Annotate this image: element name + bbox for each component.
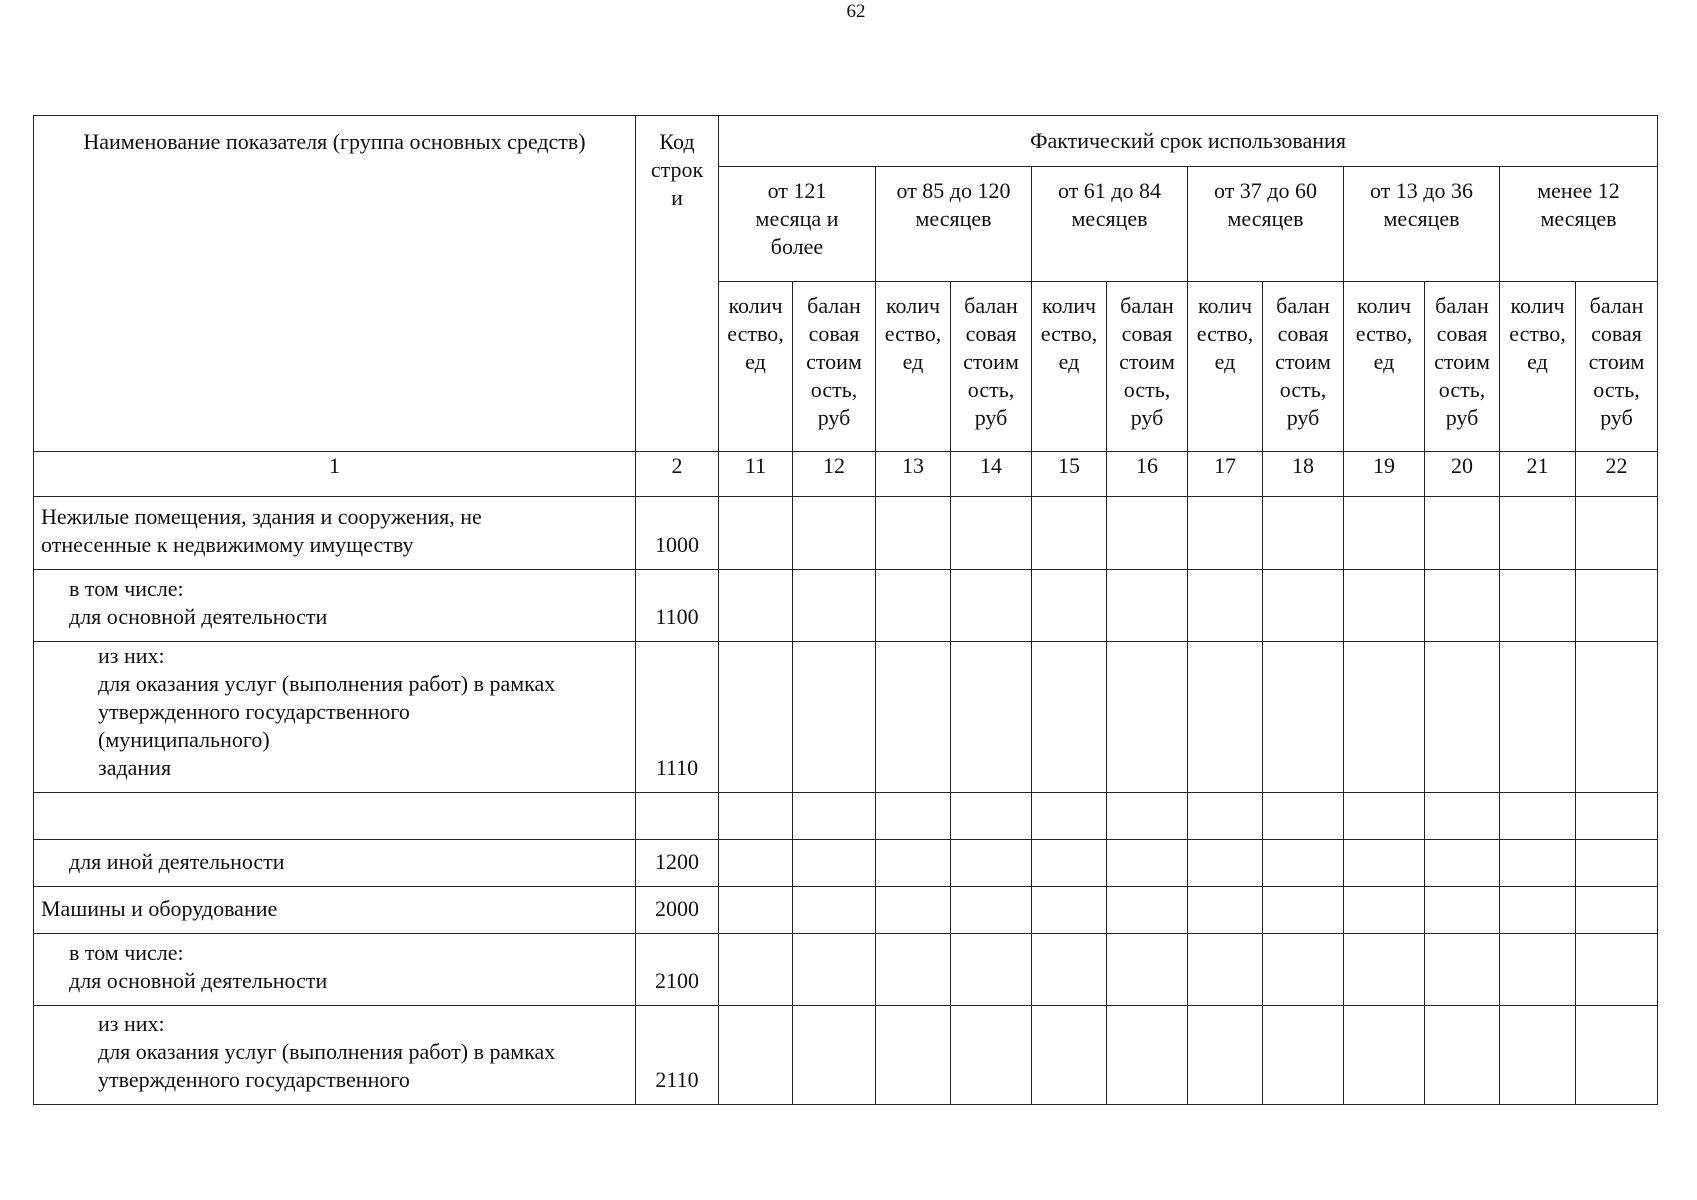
subheader-line: стоим xyxy=(1119,349,1175,374)
row-indicator-name xyxy=(34,840,636,887)
row-indicator-name xyxy=(34,1006,636,1105)
value-cell xyxy=(1032,570,1107,642)
row-code: 1110 xyxy=(636,642,719,793)
value-cell xyxy=(1032,887,1107,934)
value-cell xyxy=(951,887,1032,934)
value-cell xyxy=(719,934,793,1006)
value-cell xyxy=(1576,570,1658,642)
value-cell xyxy=(876,934,951,1006)
value-cell xyxy=(876,793,951,840)
row-label-line: для иной деятельности xyxy=(69,849,285,874)
value-cell xyxy=(1188,934,1263,1006)
column-number: 16 xyxy=(1107,452,1188,497)
group-line: месяцев xyxy=(1383,206,1460,231)
subheader-line: ость, xyxy=(1438,377,1486,402)
subheader-line: ество, xyxy=(1355,321,1413,346)
column-number: 11 xyxy=(719,452,793,497)
value-cell xyxy=(1500,642,1576,793)
subheader-line: стоим xyxy=(963,349,1019,374)
value-cell xyxy=(719,642,793,793)
header-code-line: строк xyxy=(650,157,704,182)
group-line: от 85 до 120 xyxy=(896,178,1011,203)
row-label-line: утвержденного государственного xyxy=(98,699,410,724)
table-row xyxy=(34,793,1658,840)
value-cell xyxy=(1500,840,1576,887)
value-cell xyxy=(1188,840,1263,887)
subheader-line: балан xyxy=(1435,293,1489,318)
header-group-under-12 xyxy=(1500,167,1658,282)
row-code: 1100 xyxy=(636,570,719,642)
header-book-value-rub xyxy=(1425,282,1500,452)
value-cell xyxy=(793,793,876,840)
header-actual-usage-period: Фактический срок использования xyxy=(719,116,1658,167)
value-cell xyxy=(876,570,951,642)
subheader-line: балан xyxy=(1589,293,1644,318)
value-cell xyxy=(1032,1006,1107,1105)
value-cell xyxy=(1344,934,1425,1006)
subheader-line: колич xyxy=(885,293,941,318)
value-cell xyxy=(719,887,793,934)
row-label-line: Машины и оборудование xyxy=(41,896,278,921)
value-cell xyxy=(1576,793,1658,840)
header-quantity-units xyxy=(1188,282,1263,452)
row-code xyxy=(636,793,719,840)
value-cell xyxy=(793,934,876,1006)
value-cell xyxy=(1032,840,1107,887)
subheader-line: ость, xyxy=(967,377,1015,402)
subheader-line: ость, xyxy=(1279,377,1327,402)
subheader-line: стоим xyxy=(1588,349,1645,374)
subheader-line: ость, xyxy=(810,377,858,402)
row-indicator-name xyxy=(34,934,636,1006)
value-cell xyxy=(1188,497,1263,570)
subheader-line: колич xyxy=(1197,293,1253,318)
row-label-line: отнесенные к недвижимому имуществу xyxy=(41,532,414,557)
group-line: менее 12 xyxy=(1537,178,1620,203)
value-cell xyxy=(1107,934,1188,1006)
value-cell xyxy=(1425,497,1500,570)
subheader-line: совая xyxy=(1277,321,1329,346)
subheader-line: ество, xyxy=(1040,321,1098,346)
value-cell xyxy=(1107,642,1188,793)
row-label-line: для основной деятельности xyxy=(69,968,328,993)
value-cell xyxy=(876,642,951,793)
value-cell xyxy=(1107,497,1188,570)
subheader-line: совая xyxy=(1591,321,1642,346)
value-cell xyxy=(1425,793,1500,840)
table-row xyxy=(34,887,1658,934)
group-line: более xyxy=(770,234,824,259)
row-code: 2110 xyxy=(636,1006,719,1105)
group-line: месяцев xyxy=(915,206,992,231)
subheader-line: руб xyxy=(1600,405,1633,430)
value-cell xyxy=(951,840,1032,887)
group-line: от 121 xyxy=(767,178,827,203)
value-cell xyxy=(1107,570,1188,642)
value-cell xyxy=(1188,642,1263,793)
value-cell xyxy=(1107,793,1188,840)
table-row xyxy=(34,642,1658,793)
table-row xyxy=(34,497,1658,570)
value-cell xyxy=(1500,934,1576,1006)
value-cell xyxy=(1576,1006,1658,1105)
value-cell xyxy=(1576,887,1658,934)
value-cell xyxy=(1032,934,1107,1006)
value-cell xyxy=(719,1006,793,1105)
value-cell xyxy=(1263,793,1344,840)
value-cell xyxy=(1344,887,1425,934)
subheader-line: совая xyxy=(808,321,860,346)
value-cell xyxy=(1188,1006,1263,1105)
subheader-line: балан xyxy=(964,293,1018,318)
value-cell xyxy=(951,1006,1032,1105)
header-book-value-rub xyxy=(1263,282,1344,452)
group-line: месяца и xyxy=(755,206,839,231)
value-cell xyxy=(1263,840,1344,887)
column-number: 22 xyxy=(1576,452,1658,497)
row-code: 1000 xyxy=(636,497,719,570)
value-cell xyxy=(1344,570,1425,642)
subheader-line: ед xyxy=(1373,349,1395,374)
value-cell xyxy=(1500,570,1576,642)
header-book-value-rub xyxy=(793,282,876,452)
subheader-line: руб xyxy=(974,405,1008,430)
row-label-line: из них: xyxy=(98,1011,165,1036)
subheader-line: балан xyxy=(1276,293,1330,318)
row-label-line: в том числе: xyxy=(69,940,184,965)
row-label-line: для оказания услуг (выполнения работ) в рамках xyxy=(98,671,556,696)
subheader-line: ость, xyxy=(1593,377,1640,402)
header-code-line: и xyxy=(671,185,683,210)
value-cell xyxy=(1576,934,1658,1006)
value-cell xyxy=(1263,497,1344,570)
value-cell xyxy=(1344,793,1425,840)
value-cell xyxy=(1263,887,1344,934)
subheader-line: стоим xyxy=(1275,349,1331,374)
row-code: 2100 xyxy=(636,934,719,1006)
value-cell xyxy=(876,887,951,934)
subheader-line: ество, xyxy=(884,321,942,346)
column-number: 20 xyxy=(1425,452,1500,497)
group-line: от 13 до 36 xyxy=(1369,178,1474,203)
header-line-code xyxy=(636,116,719,452)
group-line: от 61 до 84 xyxy=(1057,178,1162,203)
subheader-line: колич xyxy=(1356,293,1412,318)
column-number: 17 xyxy=(1188,452,1263,497)
value-cell xyxy=(951,570,1032,642)
value-cell xyxy=(719,840,793,887)
value-cell xyxy=(1032,642,1107,793)
row-indicator-name xyxy=(34,497,636,570)
value-cell xyxy=(1344,1006,1425,1105)
subheader-line: руб xyxy=(1445,405,1479,430)
value-cell xyxy=(1263,570,1344,642)
subheader-line: руб xyxy=(817,405,851,430)
subheader-line: колич xyxy=(1041,293,1097,318)
row-label-line: для оказания услуг (выполнения работ) в рамках xyxy=(98,1039,556,1064)
value-cell xyxy=(1263,642,1344,793)
group-line: месяцев xyxy=(1540,206,1617,231)
row-label-line: из них: xyxy=(98,643,165,668)
value-cell xyxy=(1500,1006,1576,1105)
row-label-line: Нежилые помещения, здания и сооружения, не xyxy=(41,504,482,529)
header-book-value-rub xyxy=(951,282,1032,452)
value-cell xyxy=(1032,497,1107,570)
row-label-line: в том числе: xyxy=(69,576,184,601)
header-group-85-120 xyxy=(876,167,1032,282)
row-indicator-name xyxy=(34,793,636,840)
header-indicator-name: Наименование показателя (группа основных средств) xyxy=(34,116,636,452)
value-cell xyxy=(793,840,876,887)
value-cell xyxy=(793,570,876,642)
value-cell xyxy=(951,642,1032,793)
value-cell xyxy=(1344,642,1425,793)
row-indicator-name xyxy=(34,887,636,934)
table-row xyxy=(34,1006,1658,1105)
value-cell xyxy=(1188,887,1263,934)
header-quantity-units xyxy=(719,282,793,452)
header-book-value-rub xyxy=(1576,282,1658,452)
subheader-line: колич xyxy=(1510,293,1565,318)
subheader-line: колич xyxy=(728,293,783,318)
table-row xyxy=(34,934,1658,1006)
header-quantity-units xyxy=(1032,282,1107,452)
value-cell xyxy=(876,497,951,570)
column-number: 15 xyxy=(1032,452,1107,497)
column-number: 14 xyxy=(951,452,1032,497)
value-cell xyxy=(1032,793,1107,840)
group-line: от 37 до 60 xyxy=(1213,178,1318,203)
header-group-37-60 xyxy=(1188,167,1344,282)
value-cell xyxy=(793,642,876,793)
value-cell xyxy=(1500,793,1576,840)
row-label-line: задания xyxy=(98,755,172,780)
subheader-line: стоим xyxy=(806,349,862,374)
subheader-line: ед xyxy=(1214,349,1236,374)
header-group-13-36 xyxy=(1344,167,1500,282)
subheader-line: ед xyxy=(902,349,924,374)
column-number: 19 xyxy=(1344,452,1425,497)
value-cell xyxy=(1500,497,1576,570)
row-label-line: утвержденного государственного xyxy=(98,1067,410,1092)
value-cell xyxy=(719,570,793,642)
row-label-line: для основной деятельности xyxy=(69,604,328,629)
subheader-line: совая xyxy=(1121,321,1173,346)
row-code: 1200 xyxy=(636,840,719,887)
column-number: 12 xyxy=(793,452,876,497)
subheader-line: балан xyxy=(1120,293,1174,318)
value-cell xyxy=(951,934,1032,1006)
table-row xyxy=(34,570,1658,642)
value-cell xyxy=(719,497,793,570)
subheader-line: ество, xyxy=(1509,321,1566,346)
subheader-line: ед xyxy=(1527,349,1548,374)
value-cell xyxy=(793,1006,876,1105)
header-group-61-84 xyxy=(1032,167,1188,282)
value-cell xyxy=(1425,1006,1500,1105)
value-cell xyxy=(1344,840,1425,887)
value-cell xyxy=(1107,840,1188,887)
group-line: месяцев xyxy=(1071,206,1148,231)
subheader-line: ед xyxy=(1058,349,1080,374)
column-number: 1 xyxy=(34,452,636,497)
subheader-line: руб xyxy=(1130,405,1164,430)
column-number: 18 xyxy=(1263,452,1344,497)
value-cell xyxy=(1576,840,1658,887)
subheader-line: руб xyxy=(1286,405,1320,430)
value-cell xyxy=(1188,570,1263,642)
value-cell xyxy=(1576,497,1658,570)
column-number: 21 xyxy=(1500,452,1576,497)
value-cell xyxy=(1425,887,1500,934)
table-row xyxy=(34,840,1658,887)
header-quantity-units xyxy=(876,282,951,452)
column-number: 13 xyxy=(876,452,951,497)
value-cell xyxy=(876,1006,951,1105)
value-cell xyxy=(951,497,1032,570)
value-cell xyxy=(793,497,876,570)
value-cell xyxy=(1263,934,1344,1006)
value-cell xyxy=(1425,934,1500,1006)
header-book-value-rub xyxy=(1107,282,1188,452)
value-cell xyxy=(793,887,876,934)
page-number: 62 xyxy=(846,1,866,22)
value-cell xyxy=(876,840,951,887)
value-cell xyxy=(1500,887,1576,934)
subheader-line: совая xyxy=(965,321,1017,346)
subheader-line: совая xyxy=(1436,321,1488,346)
column-number: 2 xyxy=(636,452,719,497)
row-code: 2000 xyxy=(636,887,719,934)
value-cell xyxy=(1425,642,1500,793)
subheader-line: стоим xyxy=(1434,349,1490,374)
value-cell xyxy=(1344,497,1425,570)
subheader-line: ество, xyxy=(1196,321,1254,346)
header-code-line: Код xyxy=(659,129,695,154)
row-indicator-name xyxy=(34,642,636,793)
fixed-assets-table xyxy=(33,115,1658,1105)
value-cell xyxy=(1188,793,1263,840)
header-group-121-plus xyxy=(719,167,876,282)
value-cell xyxy=(1107,1006,1188,1105)
value-cell xyxy=(951,793,1032,840)
value-cell xyxy=(1263,1006,1344,1105)
value-cell xyxy=(719,793,793,840)
value-cell xyxy=(1425,570,1500,642)
subheader-line: ество, xyxy=(727,321,784,346)
value-cell xyxy=(1107,887,1188,934)
subheader-line: ость, xyxy=(1123,377,1171,402)
group-line: месяцев xyxy=(1227,206,1304,231)
header-quantity-units xyxy=(1344,282,1425,452)
value-cell xyxy=(1576,642,1658,793)
value-cell xyxy=(1425,840,1500,887)
header-quantity-units xyxy=(1500,282,1576,452)
row-indicator-name xyxy=(34,570,636,642)
subheader-line: балан xyxy=(807,293,861,318)
subheader-line: ед xyxy=(745,349,766,374)
row-label-line: (муниципального) xyxy=(98,727,270,752)
